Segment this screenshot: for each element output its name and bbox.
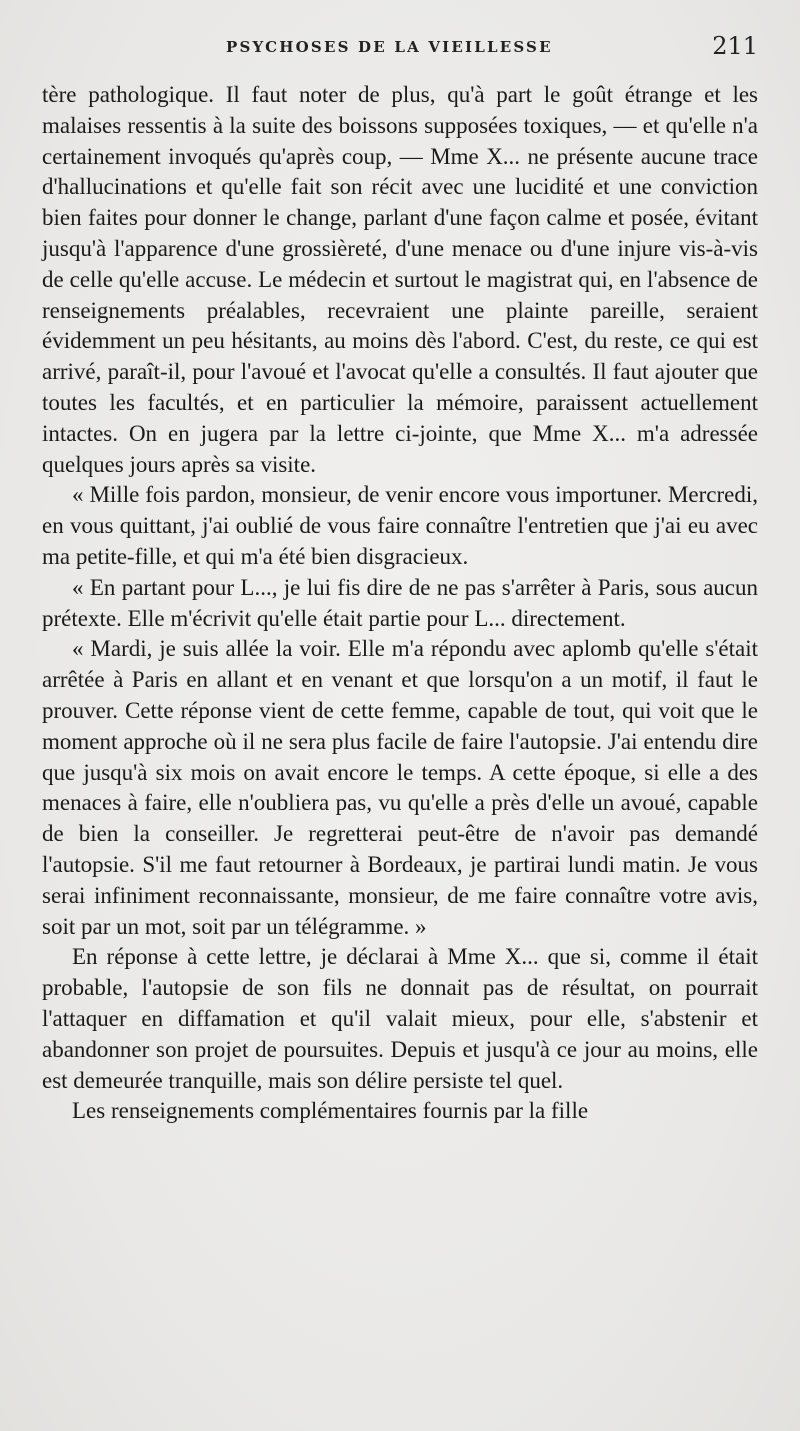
body-text xyxy=(42,80,758,1127)
letter-paragraph-3: « Mardi, je suis allée la voir. Elle m'a répondu avec aplomb qu'elle s'était arrêtée à Paris en allant et en venant et que lorsqu'on a un motif, il faut le prouver. Cette réponse vient de cette femme, capable de tout, qui voit que le moment approche où il ne sera plus facile de faire l'autopsie. J'ai entendu dire que jusqu'à six mois on avait encore le temps. A cette époque, si elle a des menaces à faire, elle n'oubliera pas, vu qu'elle a près d'elle un avoué, capable de bien la conseiller. Je regretterai peut-être de n'avoir pas demandé l'autopsie. S'il me faut retourner à Bordeaux, je partirai lundi matin. Je vous serai infiniment reconnaissante, monsieur, de me faire connaître votre avis, soit par un mot, soit par un télégramme. » xyxy=(42,636,758,939)
letter-paragraph-2: « En partant pour L..., je lui fis dire de ne pas s'arrêter à Paris, sous aucun prétexte. Elle m'écrivit qu'elle était partie pour L... directement. xyxy=(42,574,758,631)
paragraph-response: En réponse à cette lettre, je déclarai à Mme X... que si, comme il était probable, l'autopsie de son fils ne donnait pas de résultat, on pourrait l'attaquer en diffamation et qu'il valait mieux, pour elle, s'abstenir et abandonner son projet de poursuites. Depuis et jusqu'à ce jour au moins, elle est demeurée tranquille, mais son délire persiste tel quel. xyxy=(42,944,758,1093)
paragraph-continuation: tère pathologique. Il faut noter de plus, qu'à part le goût étrange et les malaises ressentis à la suite des boissons supposées toxiques, — et qu'elle n'a certainement invoqués qu'après coup, — Mme X... ne présente aucune trace d'hallucinations et qu'elle fait son récit avec une lucidité et une conviction bien faites pour donner le change, parlant d'une façon calme et posée, évitant jusqu'à l'apparence d'une grossièreté, d'une menace ou d'une injure vis-à-vis de celle qu'elle accuse. Le médecin et surtout le magistrat qui, en l'absence de renseignements préalables, recevraient une plainte pareille, seraient évidemment un peu hésitants, au moins dès l'abord. C'est, du reste, ce qui est arrivé, paraît-il, pour l'avoué et l'avocat qu'elle a consultés. Il faut ajouter que toutes les facultés, et en particulier la mémoire, paraissent actuellement intactes. On en jugera par la lettre ci-jointe, que Mme X... m'a adressée quelques jours après sa visite. xyxy=(42,82,758,477)
running-title: PSYCHOSES DE LA VIEILLESSE xyxy=(226,38,553,56)
page-header xyxy=(48,32,758,66)
letter-paragraph-1: « Mille fois pardon, monsieur, de venir encore vous importuner. Mercredi, en vous quittant, j'ai oublié de vous faire connaître l'entretien que j'ai eu avec ma petite-fille, et qui m'a été bien disgracieux. xyxy=(42,482,758,569)
paragraph-final: Les renseignements complémentaires fournis par la fille xyxy=(72,1098,589,1124)
page-number: 211 xyxy=(712,32,758,60)
